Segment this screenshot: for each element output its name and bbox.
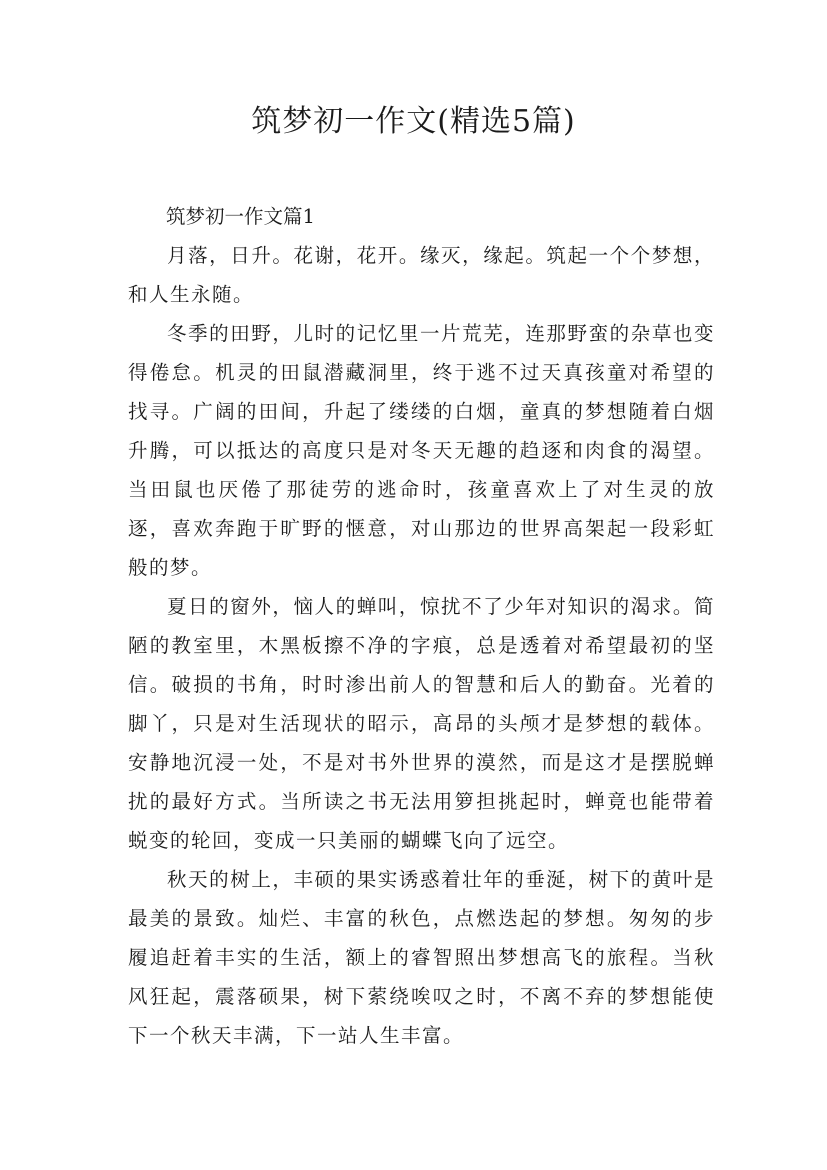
document-title: 筑梦初一作文(精选5篇) [251, 104, 576, 139]
section-heading: 筑梦初一作文篇1 [166, 205, 315, 228]
document-body [128, 197, 715, 1055]
paragraph-2: 冬季的田野，儿时的记忆里一片荒芜，连那野蛮的杂草也变得倦怠。机灵的田鼠潜藏洞里，终于逃不过天真孩童对希望的找寻。广阔的田间，升起了缕缕的白烟，童真的梦想随着白烟升腾，可以抵达的高度只是对冬天无趣的趋逐和肉食的渴望。当田鼠也厌倦了那徒劳的逃命时，孩童喜欢上了对生灵的放逐，喜欢奔跑于旷野的惬意，对山那边的世界高架起一段彩虹般的梦。 [128, 322, 715, 579]
paragraph-3: 夏日的窗外，恼人的蝉叫，惊扰不了少年对知识的渴求。简陋的教室里，木黑板擦不净的字痕，总是透着对希望最初的坚信。破损的书角，时时渗出前人的智慧和后人的勤奋。光着的脚丫，只是对生活现状的昭示，高昂的头颅才是梦想的载体。安静地沉浸一处，不是对书外世界的漠然，而是这才是摆脱蝉扰的最好方式。当所读之书无法用箩担挑起时，蝉竟也能带着蜕变的轮回，变成一只美丽的蝴蝶飞向了远空。 [128, 595, 715, 852]
paragraph-1: 月落，日升。花谢，花开。缘灭，缘起。筑起一个个梦想，和人生永随。 [128, 244, 715, 306]
paragraph-4: 秋天的树上，丰硕的果实诱惑着壮年的垂涎，树下的黄叶是最美的景致。灿烂、丰富的秋色，点燃迭起的梦想。匆匆的步履追赶着丰实的生活，额上的睿智照出梦想高飞的旅程。当秋风狂起，震落硕果，树下萦绕唉叹之时，不离不弃的梦想能使下一个秋天丰满，下一站人生丰富。 [128, 868, 715, 1047]
